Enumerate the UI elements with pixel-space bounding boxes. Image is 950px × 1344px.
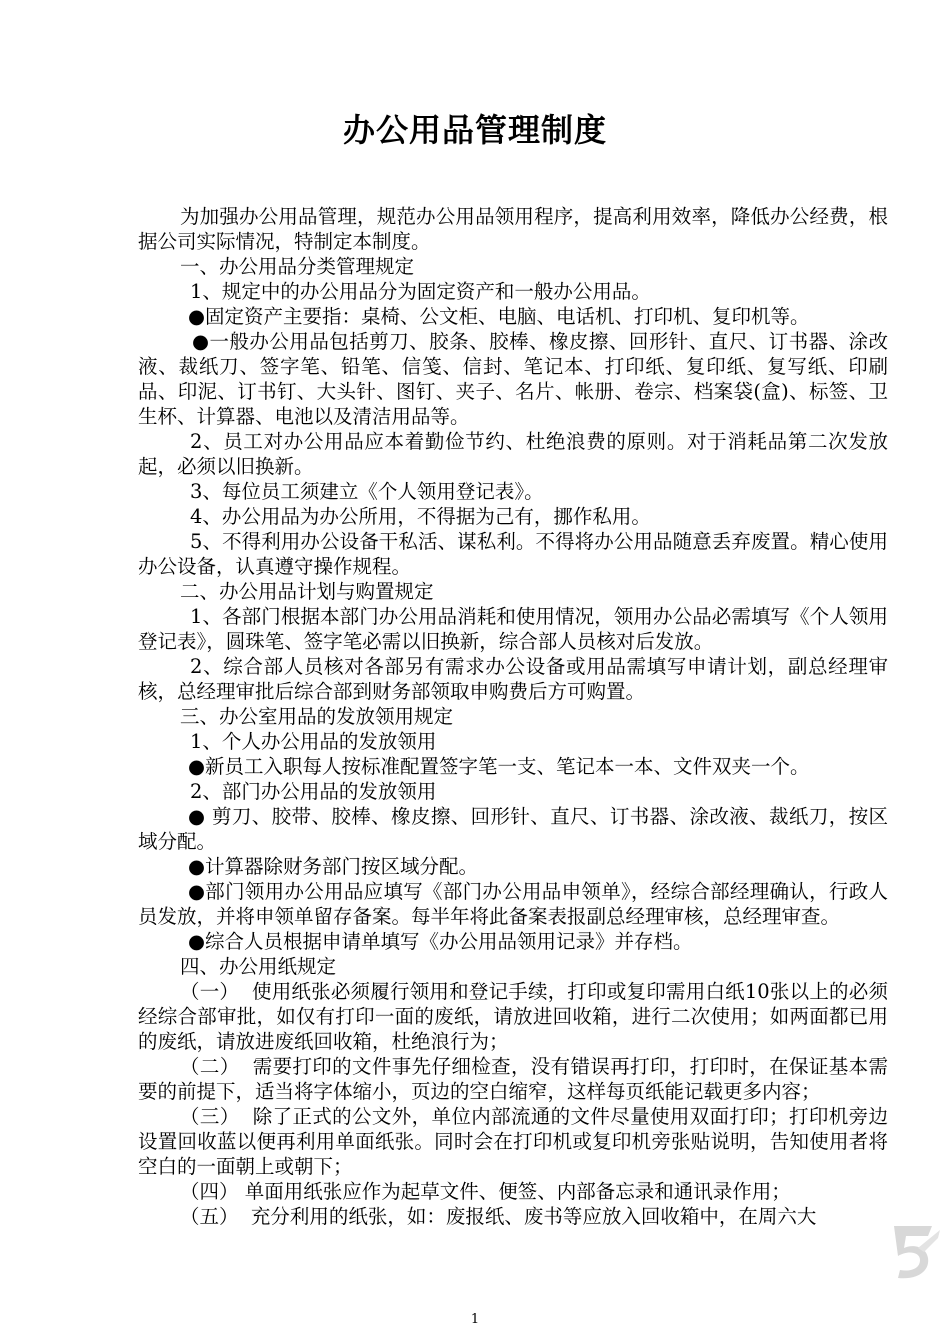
paragraph: 三、办公室用品的发放领用规定 [180,705,454,728]
paragraph: 5、不得利用办公设备干私活、谋私利。不得将办公用品随意丢弃废置。精心使用办公设备，认真遵守操作规程。 [138,530,888,578]
paragraph: 4、办公用品为办公所用，不得据为己有，挪作私用。 [190,505,651,528]
paragraph: ●新员工入职每人按标准配置签字笔一支、笔记本一本、文件双夹一个。 [188,755,810,778]
paragraph: 3、每位员工须建立《个人领用登记表》。 [190,480,544,503]
paragraph: 1、规定中的办公用品分为固定资产和一般办公用品。 [190,280,651,303]
paragraph: 二、办公用品计划与购置规定 [180,580,434,603]
paragraph: 一、办公用品分类管理规定 [180,255,415,278]
paragraph: 2、综合部人员核对各部另有需求办公设备或用品需填写申请计划，副总经理审核，总经理审批后综合部到财务部领取申购费后方可购置。 [138,655,888,703]
paragraph: ●一般办公用品包括剪刀、胶条、胶棒、橡皮擦、回形针、直尺、订书器、涂改液、裁纸刀、签字笔、铅笔、信笺、信封、笔记本、打印纸、复印纸、复写纸、印刷品、印泥、订书钉、大头针、图钉、夹子、名片、帐册、卷宗、档案袋(盒)、标签、卫生杯、计算器、电池以及清洁用品等。 [138,330,888,428]
paragraph: （二） 需要打印的文件事先仔细检查，没有错误再打印，打印时，在保证基本需要的前提下，适当将字体缩小，页边的空白缩窄，这样每页纸能记载更多内容； [138,1055,888,1103]
document-title: 办公用品管理制度 [342,111,607,149]
paragraph: （五） 充分利用的纸张，如：废报纸、废书等应放入回收箱中，在周六大 [180,1205,817,1228]
paragraph: ●固定资产主要指：桌椅、公文柜、电脑、电话机、打印机、复印机等。 [188,305,810,328]
paragraph: ●部门领用办公用品应填写《部门办公用品申领单》，经综合部经理确认，行政人员发放，并将申领单留存备案。每半年将此备案表报副总经理审核，总经理审查。 [138,880,888,928]
paragraph: 1、各部门根据本部门办公用品消耗和使用情况，领用办公品必需填写《个人领用登记表》，圆珠笔、签字笔必需以旧换新，综合部人员核对后发放。 [138,605,888,653]
paragraph: ● 剪刀、胶带、胶棒、橡皮擦、回形针、直尺、订书器、涂改液、裁纸刀，按区域分配。 [138,805,888,853]
page-number: 1 [470,1312,480,1327]
watermark-logo-icon [888,1218,944,1288]
paragraph: ●综合人员根据申请单填写《办公用品领用记录》并存档。 [188,930,693,953]
document-body [138,204,888,1229]
paragraph: 为加强办公用品管理，规范办公用品领用程序，提高利用效率，降低办公经费，根据公司实际情况，特制定本制度。 [138,205,888,253]
paragraph: 1、个人办公用品的发放领用 [190,730,437,753]
paragraph: 四、办公用纸规定 [180,955,337,978]
paragraph: （一） 使用纸张必须履行领用和登记手续，打印或复印需用白纸10张以上的必须经综合部审批，如仅有打印一面的废纸，请放进回收箱，进行二次使用；如两面都已用的废纸，请放进废纸回收箱，杜绝浪行为； [138,980,888,1053]
paragraph: 2、员工对办公用品应本着勤俭节约、杜绝浪费的原则。对于消耗品第二次发放起，必须以旧换新。 [138,430,888,478]
paragraph: ●计算器除财务部门按区域分配。 [188,855,479,878]
paragraph: （四） 单面用纸张应作为起草文件、便签、内部备忘录和通讯录作用； [180,1180,791,1203]
paragraph: （三） 除了正式的公文外，单位内部流通的文件尽量使用双面打印；打印机旁边设置回收蓝以便再利用单面纸张。同时会在打印机或复印机旁张贴说明，告知使用者将空白的一面朝上或朝下； [138,1105,888,1178]
paragraph: 2、部门办公用品的发放领用 [190,780,437,803]
